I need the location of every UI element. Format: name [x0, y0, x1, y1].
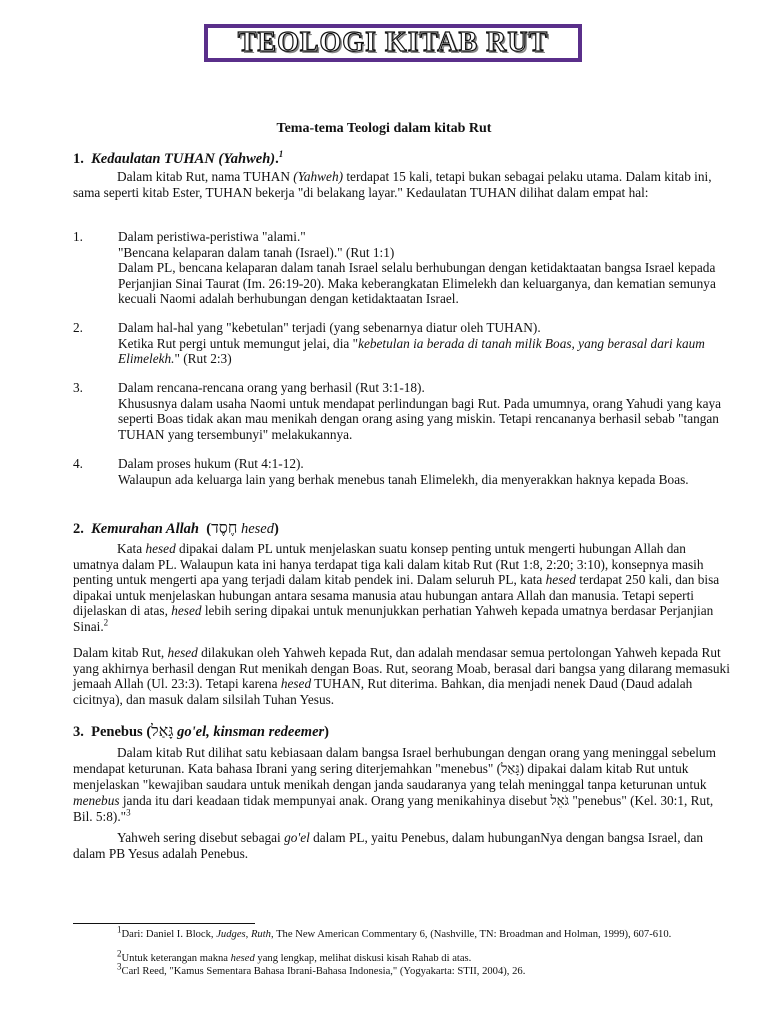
- text: Yahweh sering disebut sebagai: [117, 830, 285, 845]
- section-2-paragraph-2: [73, 645, 733, 707]
- section-1-number: 1.: [73, 151, 84, 167]
- text: ): [324, 724, 330, 740]
- footnote-2: [73, 948, 733, 966]
- text: "penebus" (Kel. 30:1, Rut, Bil. 5:8).": [73, 792, 714, 824]
- page-title: TEOLOGI KITAB RUT: [237, 27, 549, 59]
- list-number: 4.: [73, 456, 83, 471]
- list-text: Dalam PL, bencana kelaparan dalam tanah Israel selalu berhubungan dengan ketidaktaatan bangsa Israel kepada Perjanjian Sinai Taurat (Im. 26:19-20). Maka keberangkatan Elimelekh dan keluarganya, dan kematian semunya kecuali Naomi adalah berhubungan dengan ketidaktaatan Israel.: [118, 260, 716, 306]
- text: janda itu dari keadaan tidak mempunyai anak. Orang yang menikahinya disebut: [119, 792, 551, 808]
- text: TUHAN, Rut diterima. Bahkan, dia menjadi nenek Daud (Daud adalah cicitnya), dan masuk dalam silsilah Tuhan Yesus.: [73, 676, 693, 707]
- list-text: Dalam hal-hal yang "kebetulan" terjadi (yang sebenarnya diatur oleh TUHAN).: [118, 320, 541, 335]
- text: (Yahweh): [293, 169, 344, 184]
- transliteration: hesed: [240, 521, 274, 537]
- text: Kata: [117, 541, 146, 556]
- list-text: Dalam rencana-rencana orang yang berhasil (Rut 3:1-18).: [118, 380, 425, 395]
- list-number: 3.: [73, 380, 83, 395]
- section-3-number: 3.: [73, 724, 84, 740]
- text: dipakai dalam PL untuk menjelaskan suatu konsep penting untuk mengerti hubungan Allah dan umatnya dalam PL. Walaupun kata ini hanya terdapat tiga kali dalam kitab Rut (Rut 1:8, 2:20; 3:10), konsepnya masih penting untuk mengerti apa yang terjadi dalam kitab pendek ini. Dalam seluruh PL, kata: [73, 541, 704, 587]
- section-2-number: 2.: [73, 521, 84, 537]
- text: ) dipakai dalam kitab Rut untuk menjelaskan "kewajiban saudara untuk menikah dengan janda saudaranya yang telah meninggal tanpa keturunan untuk: [73, 760, 707, 792]
- list-number: 2.: [73, 320, 83, 335]
- text: yang lengkap, melihat diskusi kisah Rahab di atas.: [254, 953, 472, 964]
- section-3-paragraph-1: [73, 745, 733, 825]
- text: Untuk keterangan makna: [121, 953, 231, 964]
- list-text: Dalam proses hukum (Rut 4:1-12).: [118, 456, 304, 471]
- text: dalam PL, yaitu Penebus, dalam hubunganNya dengan bangsa Israel, dan dalam PB Yesus adalah Penebus.: [73, 830, 704, 861]
- text: hesed: [545, 572, 576, 587]
- footnote-number: 3: [117, 961, 122, 972]
- section-2-paragraph-1: [73, 541, 733, 634]
- text: hesed: [171, 603, 202, 618]
- footnote-1: [73, 924, 733, 942]
- list-item: [73, 380, 733, 442]
- list-text: Khususnya dalam usaha Naomi untuk mendapat perlindungan bagi Rut. Pada umumnya, orang Yahudi yang kaya seperti Boas tidak akan mau menikah dengan orang asing yang miskin. Tetapi rencananya berhasil sebab "tangan TUHAN yang tersembunyi" melakukannya.: [118, 395, 722, 442]
- text: lebih sering dipakai untuk menunjukkan perhatian Yahweh kepada umatnya berdasar Perjanjian Sinai.: [73, 603, 714, 634]
- list-number: 1.: [73, 229, 83, 244]
- list-item: [73, 320, 733, 367]
- subtitle: Tema-tema Teologi dalam kitab Rut: [276, 121, 492, 136]
- section-3-heading: [73, 723, 329, 741]
- transliteration: go'el, kinsman redeemer: [173, 724, 325, 740]
- section-3-paragraph-2: [73, 830, 733, 861]
- hebrew-word: גָּאַל: [151, 721, 174, 740]
- footnote-ref-1: 1: [278, 149, 284, 160]
- section-2-title: Kemurahan Allah: [91, 521, 199, 537]
- hebrew-word: חֶסֶד: [211, 518, 238, 537]
- text: terdapat 250 kali, dan bisa dipakai untuk menjelaskan hubungan antara sesama manusia atau hubungan antara Allah dan manusia. Tetapi seperti dijelaskan di atas,: [73, 572, 720, 618]
- section-1-heading: [73, 149, 284, 168]
- footnote-number: 2: [117, 948, 122, 959]
- list-item: [73, 456, 733, 487]
- text: Judges, Ruth: [216, 929, 271, 940]
- text: Dalam kitab Rut dilihat satu kebiasaan dalam bangsa Israel berhubungan dengan orang yang meninggal sebelum mendapat keturunan. Kata bahasa Ibrani yang sering diterjemahkan "menebus" (: [73, 745, 716, 776]
- list-item: [73, 229, 733, 307]
- text: go'el: [284, 830, 310, 845]
- title-box: [204, 24, 582, 62]
- footnote-divider: [73, 923, 255, 924]
- footnote-ref-3: 3: [126, 807, 131, 818]
- text: " (Rut 2:3): [174, 351, 232, 366]
- text: Dari: Daniel I. Block,: [121, 929, 217, 940]
- quote: kebetulan ia berada di tanah milik Boas, yang berasal dari kaum Elimelekh.: [118, 335, 705, 366]
- text: Dalam kitab Rut, nama TUHAN: [117, 169, 294, 184]
- footnote-ref-2: 2: [103, 617, 109, 628]
- text: terdapat 15 kali, tetapi bukan sebagai pelaku utama. Dalam kitab ini, sama seperti kitab Ester, TUHAN bekerja "di belakang layar." Kedaulatan TUHAN dilihat dalam empat hal:: [73, 169, 712, 200]
- section-1-suffix: .: [275, 151, 279, 167]
- section-1-intro: [73, 169, 733, 200]
- text: hesed: [280, 676, 312, 691]
- text: hesed: [145, 541, 176, 556]
- section-1-title: Kedaulatan TUHAN (Yahweh): [91, 151, 276, 167]
- text: Carl Reed, "Kamus Sementara Bahasa Ibrani-Bahasa Indonesia," (Yogyakarta: STII, 2004), 26.: [121, 966, 526, 977]
- text: Dalam kitab Rut,: [73, 645, 168, 660]
- text: dilakukan oleh Yahweh kepada Rut, dan adalah mendasar semua pertolongan Yahweh kepada Rut yang akhirnya berhasil dengan Rut menikah dengan Boas. Rut, seorang Moab, berasal dari bangsa yang dilarang memasuki jemaah Allah (Ul. 23:3). Tetapi karena: [73, 645, 730, 691]
- text: menebus: [73, 792, 120, 808]
- list-text: [118, 336, 733, 367]
- section-3-title: Penebus (: [91, 724, 152, 740]
- footnote-number: 1: [117, 924, 122, 935]
- footnote-3: [73, 961, 733, 979]
- list-text: Dalam peristiwa-peristiwa "alami.": [118, 229, 306, 244]
- text: hesed: [230, 953, 255, 964]
- list-text: "Bencana kelaparan dalam tanah (Israel)." (Rut 1:1): [118, 244, 395, 260]
- text: hesed: [167, 645, 198, 660]
- list-text: Walaupun ada keluarga lain yang berhak menebus tanah Elimelekh, dia menyerakkan haknya kepada Boas.: [118, 471, 689, 487]
- section-2-heading: 2. Kemurahan Allah (חֶסֶד hesed): [73, 518, 279, 537]
- hebrew-word: גָּאַל: [501, 761, 520, 777]
- text: , The New American Commentary 6, (Nashville, TN: Broadman and Holman, 1999), 607-610.: [270, 929, 672, 940]
- text: Ketika Rut pergi untuk memungut jelai, dia ": [118, 335, 359, 351]
- hebrew-word: גֹּאֵל: [550, 793, 570, 809]
